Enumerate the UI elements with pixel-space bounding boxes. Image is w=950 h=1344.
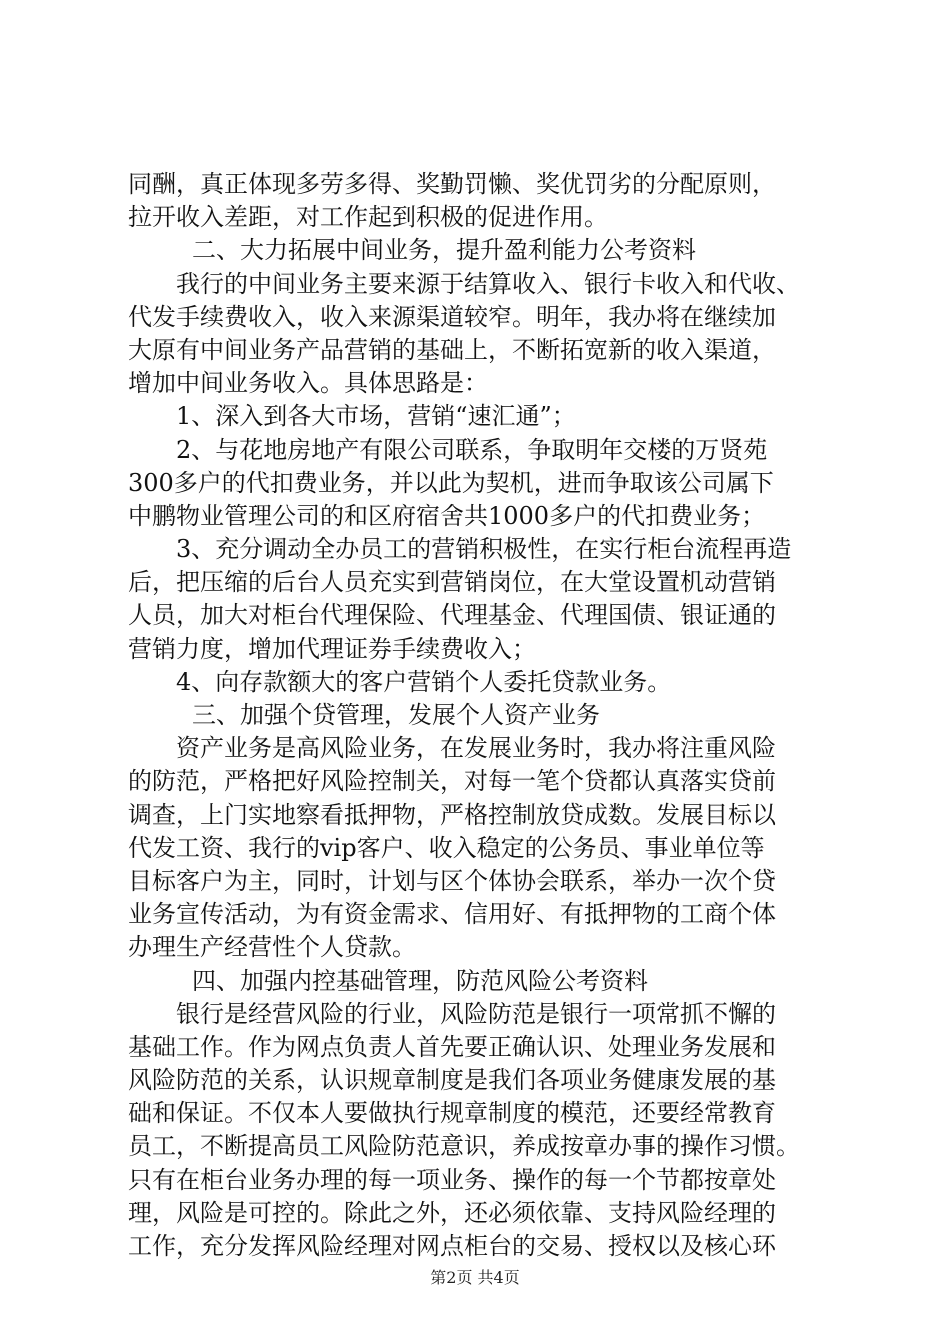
text-line: 调查，上门实地察看抵押物，严格控制放贷成数。发展目标以 <box>128 800 776 829</box>
text-line: 增加中间业务收入。具体思路是： <box>128 369 488 398</box>
text-line: 银行是经营风险的行业，风险防范是银行一项常抓不懈的 <box>176 999 776 1028</box>
text-line: 代发工资、我行的vip客户、收入稳定的公务员、事业单位等 <box>128 833 765 862</box>
text-line: 工作，充分发挥风险经理对网点柜台的交易、授权以及核心环 <box>128 1232 776 1260</box>
text-line: 员工，不断提高员工风险防范意识，养成按章办事的操作习惯。 <box>128 1132 800 1161</box>
text-line: 业务宣传活动，为有资金需求、信用好、有抵押物的工商个体 <box>128 900 776 929</box>
text-line: 2、与花地房地产有限公司联系，争取明年交楼的万贤苑 <box>176 435 768 464</box>
text-line: 的防范，严格把好风险控制关，对每一笔个贷都认真落实贷前 <box>128 767 776 796</box>
text-line: 风险防范的关系，认识规章制度是我们各项业务健康发展的基 <box>128 1066 776 1095</box>
text-line: 3、充分调动全办员工的营销积极性，在实行柜台流程再造 <box>176 535 792 564</box>
text-line: 4、向存款额大的客户营销个人委托贷款业务。 <box>176 667 672 696</box>
text-line: 300多户的代扣费业务，并以此为契机，进而争取该公司属下 <box>128 468 774 497</box>
text-line: 同酬，真正体现多劳多得、奖勤罚懒、奖优罚劣的分配原则， <box>128 170 776 198</box>
text-line: 理，风险是可控的。除此之外，还必须依靠、支持风险经理的 <box>128 1198 776 1227</box>
section-heading: 三、加强个贷管理，发展个人资产业务 <box>192 701 600 729</box>
text-line: 只有在柜台业务办理的每一项业务、操作的每一个节都按章处 <box>128 1165 776 1194</box>
text-line: 基础工作。作为网点负责人首先要正确认识、处理业务发展和 <box>128 1032 776 1061</box>
text-line: 础和保证。不仅本人要做执行规章制度的模范，还要经常教育 <box>128 1099 776 1128</box>
page-number-footer: 第2页 共4页 <box>430 1268 520 1287</box>
text-line: 我行的中间业务主要来源于结算收入、银行卡收入和代收、 <box>176 269 800 298</box>
text-line: 目标客户为主，同时，计划与区个体协会联系，举办一次个贷 <box>128 866 776 895</box>
text-line: 办理生产经营性个人贷款。 <box>128 933 416 962</box>
text-line: 人员，加大对柜台代理保险、代理基金、代理国债、银证通的 <box>128 601 776 630</box>
text-line: 代发手续费收入，收入来源渠道较窄。明年，我办将在继续加 <box>128 302 776 331</box>
section-heading: 四、加强内控基础管理，防范风险公考资料 <box>192 966 648 995</box>
text-line: 中鹏物业管理公司的和区府宿舍共1000多户的代扣费业务； <box>128 501 766 530</box>
text-line: 后，把压缩的后台人员充实到营销岗位，在大堂设置机动营销 <box>128 568 776 597</box>
text-line: 营销力度，增加代理证券手续费收入； <box>128 634 536 663</box>
section-heading: 二、大力拓展中间业务，提升盈利能力公考资料 <box>192 236 696 265</box>
text-line: 拉开收入差距，对工作起到积极的促进作用。 <box>128 203 608 232</box>
text-line: 1、深入到各大市场，营销“速汇通”； <box>176 402 576 431</box>
text-line: 大原有中间业务产品营销的基础上，不断拓宽新的收入渠道， <box>128 335 776 364</box>
text-line: 资产业务是高风险业务，在发展业务时，我办将注重风险 <box>176 734 776 763</box>
document-body <box>128 168 834 1263</box>
